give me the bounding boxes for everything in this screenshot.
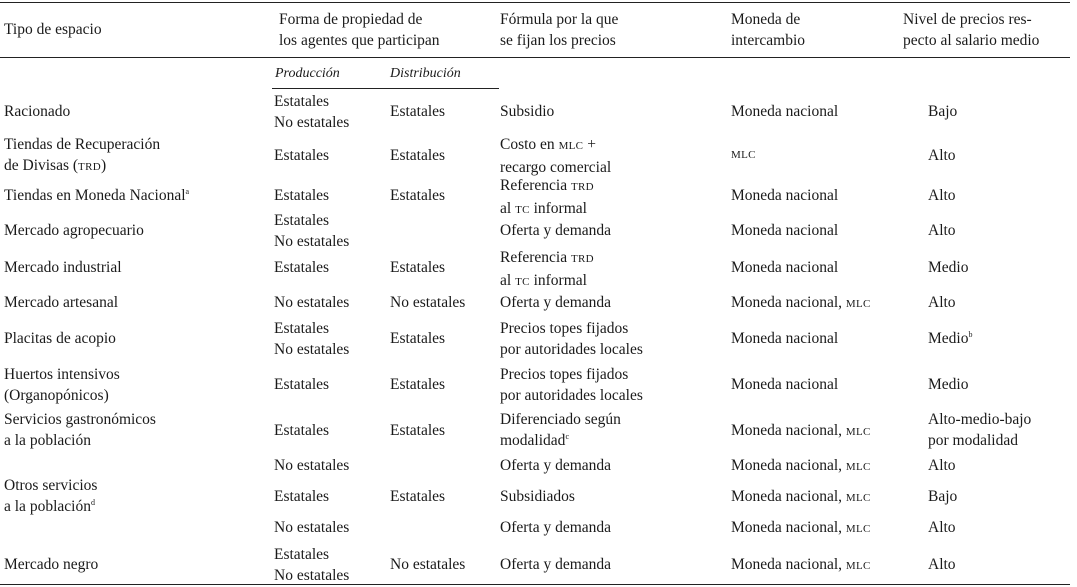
header-formula-line1: Fórmula por la que [500, 11, 619, 28]
row-otros-tipo [4, 475, 97, 517]
row-gastro-formula [500, 409, 621, 451]
prod-line: Estatales [274, 93, 330, 110]
row-gastro-tipo [4, 409, 156, 451]
moneda-text: Moneda nacional, [731, 519, 846, 536]
row-huertos-nivel: Medio [928, 376, 969, 393]
moneda-text: Moneda nacional, [731, 457, 846, 474]
row-agro-nivel: Alto [928, 222, 956, 239]
row-huertos-prod: Estatales [274, 376, 330, 393]
row-artesanal-tipo: Mercado artesanal [4, 294, 119, 311]
bottom-rule [0, 584, 1070, 585]
row-huertos-dist: Estatales [390, 376, 446, 393]
formula-text: Referencia [500, 177, 571, 194]
formula-line [500, 134, 611, 157]
moneda-abbr: MLC [845, 492, 871, 504]
row-huertos-tipo [4, 364, 120, 406]
row-trd-formula [500, 134, 611, 178]
formula-line: por autoridades locales [500, 387, 643, 404]
moneda-abbr: MLC [845, 426, 871, 438]
formula-text: + [583, 136, 596, 153]
moneda-text: Moneda nacional, [731, 422, 846, 439]
row-gastro-moneda [731, 420, 871, 443]
formula-text: modalidad [500, 432, 566, 449]
formula-line: recargo comercial [500, 159, 612, 176]
row-otros-nivel: Bajo [928, 488, 958, 505]
row-tmn-moneda: Moneda nacional [731, 187, 839, 204]
tipo-line: Huertos intensivos [4, 366, 120, 383]
row-industrial-prod: Estatales [274, 259, 330, 276]
prod-line: No estatales [274, 233, 350, 250]
row-gastro-dist: Estatales [390, 422, 446, 439]
footnote-mark: a [185, 187, 190, 196]
prod-line: Estatales [274, 546, 330, 563]
header-nivel-line1: Nivel de precios res- [903, 11, 1032, 28]
formula-abbr: TC [515, 276, 530, 288]
prod-line: No estatales [274, 341, 350, 358]
header-nivel-line2: pecto al salario medio [903, 32, 1040, 49]
row-placitas-moneda: Moneda nacional [731, 330, 839, 347]
row-otros-prod: Estatales [274, 488, 330, 505]
row-negro-nivel: Alto [928, 556, 956, 573]
tipo-line: (Organopónicos) [4, 387, 109, 404]
subheader-distribucion: Distribución [390, 66, 461, 81]
subheader-rule [272, 88, 499, 89]
tipo-line: Tiendas de Recuperación [4, 136, 161, 153]
header-forma-line2: los agentes que participan [279, 32, 440, 49]
row-racionado-tipo: Racionado [4, 103, 71, 120]
subheader-produccion: Producción [275, 66, 340, 81]
prod-line: No estatales [274, 114, 350, 131]
top-rule [0, 2, 1070, 3]
tipo-text: ) [100, 157, 107, 174]
formula-line: Precios topes fijados [500, 320, 629, 337]
moneda-text: Moneda nacional, [731, 294, 846, 311]
row-placitas-tipo: Placitas de acopio [4, 330, 116, 347]
formula-abbr: MLC [558, 140, 584, 152]
row-negro-moneda [731, 554, 871, 577]
row-agro-moneda: Moneda nacional [731, 222, 839, 239]
header-rule [0, 57, 1070, 58]
footnote-mark: c [565, 432, 569, 441]
row-placitas-dist: Estatales [390, 330, 446, 347]
tipo-line: Servicios gastronómicos [4, 411, 156, 428]
header-forma [279, 9, 440, 51]
row-industrial-formula [500, 247, 594, 293]
tipo-text: a la población [4, 498, 91, 515]
moneda-abbr: MLC [845, 298, 871, 310]
row-industrial-nivel: Medio [928, 259, 969, 276]
row-placitas-prod [274, 318, 349, 360]
row-gastro-nivel [928, 409, 1031, 451]
moneda-abbr: MLC [845, 461, 871, 473]
row-agro-tipo: Mercado agropecuario [4, 222, 144, 239]
row-otros-ne-nivel: Alto [928, 519, 956, 536]
formula-line [500, 198, 594, 221]
row-huertos-moneda: Moneda nacional [731, 376, 839, 393]
prod-line: Estatales [274, 212, 330, 229]
formula-line [500, 430, 621, 451]
nivel-line: Alto-medio-bajo [928, 411, 1032, 428]
tipo-text: de Divisas ( [4, 157, 79, 174]
tipo-line [4, 155, 160, 178]
tipo-line: Otros servicios [4, 477, 98, 494]
row-otros-moneda [731, 486, 871, 509]
header-formula-line2: se fijan los precios [500, 32, 616, 49]
row-gastro-ne-nivel: Alto [928, 457, 956, 474]
header-nivel [903, 9, 1039, 51]
row-otros-dist: Estatales [390, 488, 446, 505]
formula-abbr: TRD [571, 181, 594, 193]
row-otros-formula: Subsidiados [500, 488, 575, 505]
row-trd-prod: Estatales [274, 147, 330, 164]
row-negro-tipo: Mercado negro [4, 556, 99, 573]
prod-line: Estatales [274, 320, 330, 337]
header-forma-line1: Forma de propiedad de [279, 11, 423, 28]
tipo-text: Tiendas en Moneda Nacional [4, 187, 186, 204]
moneda-abbr: MLC [845, 560, 871, 572]
row-racionado-prod [274, 91, 349, 133]
row-artesanal-prod: No estatales [274, 294, 350, 311]
row-gastro-ne-prod: No estatales [274, 457, 350, 474]
row-trd-dist: Estatales [390, 147, 446, 164]
row-industrial-dist: Estatales [390, 259, 446, 276]
formula-line [500, 175, 594, 198]
header-tipo: Tipo de espacio [4, 21, 102, 38]
row-tmn-formula [500, 175, 594, 221]
formula-line: por autoridades locales [500, 341, 643, 358]
row-artesanal-nivel: Alto [928, 294, 956, 311]
header-moneda-line1: Moneda de [731, 11, 801, 28]
row-otros-ne-formula: Oferta y demanda [500, 519, 612, 536]
row-trd-nivel: Alto [928, 147, 956, 164]
row-racionado-nivel: Bajo [928, 103, 958, 120]
formula-line [500, 247, 594, 270]
row-racionado-dist: Estatales [390, 103, 446, 120]
footnote-mark: d [90, 498, 95, 507]
row-negro-formula: Oferta y demanda [500, 556, 612, 573]
row-artesanal-formula: Oferta y demanda [500, 294, 612, 311]
row-negro-dist: No estatales [390, 556, 466, 573]
moneda-text: Moneda nacional, [731, 488, 846, 505]
row-placitas-formula [500, 318, 643, 360]
formula-text: Referencia [500, 249, 571, 266]
row-tmn-prod: Estatales [274, 187, 330, 204]
row-huertos-formula [500, 364, 643, 406]
formula-text: Costo en [500, 136, 559, 153]
header-moneda [731, 9, 805, 51]
row-trd-tipo [4, 134, 160, 178]
tipo-abbr: TRD [78, 161, 101, 173]
row-negro-prod [274, 544, 349, 586]
formula-text: al [500, 200, 516, 217]
moneda-text: Moneda nacional, [731, 556, 846, 573]
row-gastro-ne-formula: Oferta y demanda [500, 457, 612, 474]
row-otros-ne-moneda [731, 517, 871, 540]
row-artesanal-dist: No estatales [390, 294, 466, 311]
row-racionado-formula: Subsidio [500, 103, 555, 120]
row-gastro-ne-moneda [731, 455, 871, 478]
formula-text: al [500, 272, 516, 289]
row-agro-formula: Oferta y demanda [500, 222, 612, 239]
row-tmn-nivel: Alto [928, 187, 956, 204]
nivel-text: Medio [928, 330, 969, 347]
tipo-line [4, 496, 97, 517]
row-gastro-prod: Estatales [274, 422, 330, 439]
header-formula [500, 9, 618, 51]
row-industrial-tipo: Mercado industrial [4, 259, 122, 276]
tipo-line: a la población [4, 432, 91, 449]
row-tmn-tipo [4, 185, 189, 206]
formula-line [500, 270, 594, 293]
row-agro-prod [274, 210, 349, 252]
formula-text: informal [529, 272, 587, 289]
formula-line: Precios topes fijados [500, 366, 629, 383]
formula-line: Diferenciado según [500, 411, 621, 428]
formula-abbr: TRD [571, 253, 594, 265]
formula-text: informal [529, 200, 587, 217]
row-racionado-moneda: Moneda nacional [731, 103, 839, 120]
row-industrial-moneda: Moneda nacional [731, 259, 839, 276]
moneda-abbr: MLC [845, 523, 871, 535]
row-artesanal-moneda [731, 292, 871, 315]
row-placitas-nivel [928, 328, 972, 349]
header-moneda-line2: intercambio [731, 32, 806, 49]
formula-abbr: TC [515, 204, 530, 216]
nivel-line: por modalidad [928, 432, 1018, 449]
row-tmn-dist: Estatales [390, 187, 446, 204]
row-trd-moneda: MLC [731, 149, 756, 161]
row-otros-ne-prod: No estatales [274, 519, 350, 536]
prod-line: No estatales [274, 567, 350, 584]
footnote-mark: b [968, 330, 973, 339]
